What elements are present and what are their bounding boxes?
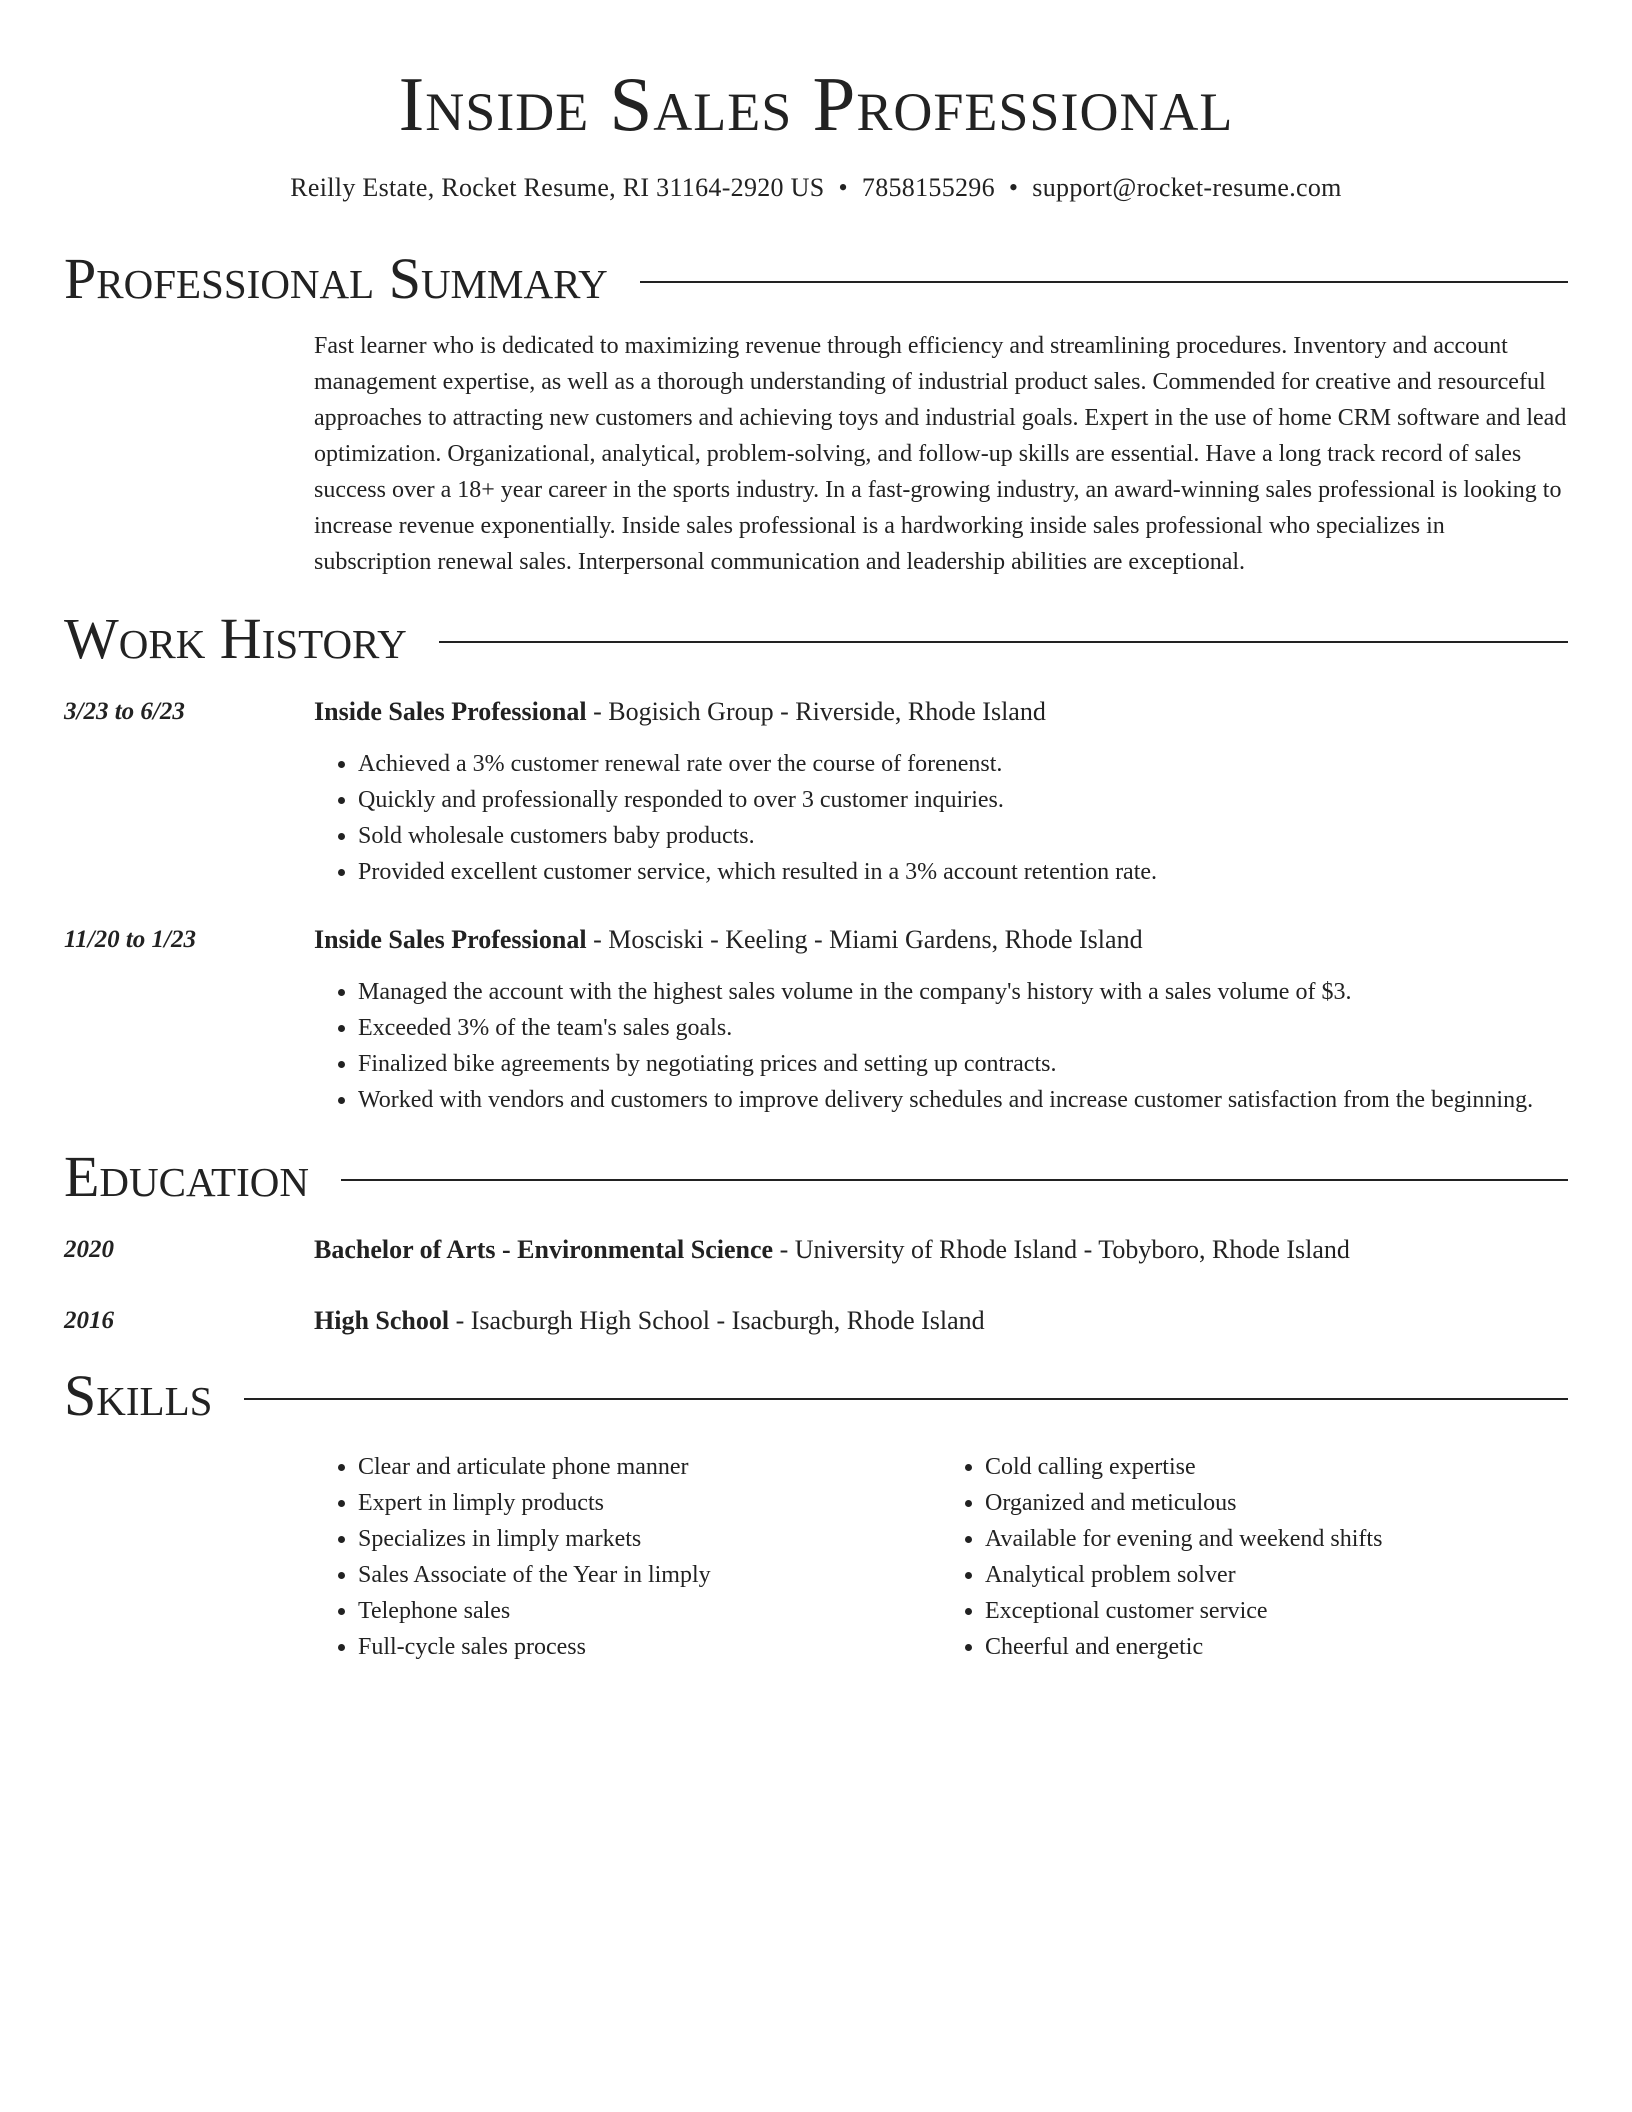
list-item: • Finalized bike agreements by negotiating prices and setting up contracts.: [358, 1046, 1568, 1082]
list-item: • Exceptional customer service: [985, 1593, 1568, 1629]
job-details: - Mosciski - Keeling - Miami Gardens, Rhode Island: [586, 925, 1143, 954]
education-degree: Bachelor of Arts - Environmental Science: [314, 1235, 774, 1264]
job-body: [314, 694, 1568, 890]
skills-list: [314, 1449, 1568, 1665]
job-role: Inside Sales Professional: [314, 925, 587, 954]
summary-section-title: Professional Summary: [64, 246, 608, 311]
candidate-name: Inside Sales Professional: [398, 61, 1234, 147]
list-item: • Analytical problem solver: [985, 1557, 1568, 1593]
education-details: - Isacburgh High School - Isacburgh, Rhode Island: [449, 1306, 985, 1335]
education-section-header: [64, 1144, 1568, 1210]
education-degree: High School: [314, 1306, 450, 1335]
job-bullets: [314, 746, 1568, 890]
job-header: [64, 694, 1568, 890]
education-year: 2020: [64, 1236, 114, 1263]
list-item: • Specializes in limply markets: [358, 1521, 941, 1557]
contact-separator: •: [1008, 173, 1019, 202]
skills-section-title: Skills: [64, 1363, 213, 1428]
list-item: • Organized and meticulous: [985, 1485, 1568, 1521]
job-title-line: [314, 694, 1568, 730]
list-item: • Cold calling expertise: [985, 1449, 1568, 1485]
list-item: • Worked with vendors and customers to improve delivery schedules and increase customer satisfaction from the beginning.: [358, 1082, 1568, 1118]
job-dates: 3/23 to 6/23: [64, 698, 185, 725]
list-item: • Available for evening and weekend shifts: [985, 1521, 1568, 1557]
list-item: • Sales Associate of the Year in limply: [358, 1557, 941, 1593]
work-section-title: Work History: [64, 606, 407, 671]
job-bullets: [314, 974, 1568, 1118]
job-body: [314, 922, 1568, 1118]
list-item: • Provided excellent customer service, which resulted in a 3% account retention rate.: [358, 854, 1568, 890]
contact-address: Reilly Estate, Rocket Resume, RI 31164-2920 US: [290, 173, 825, 202]
skills-section-header: [64, 1363, 1568, 1429]
section-divider: [244, 1398, 1568, 1400]
list-item: • Achieved a 3% customer renewal rate over the course of forenenst.: [358, 746, 1568, 782]
education-year: 2016: [64, 1307, 114, 1334]
skills-column-left: [314, 1449, 941, 1665]
job-title-line: [314, 922, 1568, 958]
education-entry: [64, 1303, 1568, 1339]
education-entry: [64, 1232, 1568, 1268]
job-entry: [64, 922, 1568, 1118]
list-item: • Clear and articulate phone manner: [358, 1449, 941, 1485]
job-details: - Bogisich Group - Riverside, Rhode Island: [586, 697, 1046, 726]
summary-section-header: [64, 246, 1568, 312]
list-item: • Quickly and professionally responded to over 3 customer inquiries.: [358, 782, 1568, 818]
section-divider: [439, 641, 1568, 643]
summary-text: Fast learner who is dedicated to maximizing revenue through efficiency and streamlining procedures. Inventory and account management expertise, as well as a thorough understanding of industrial product sales. Commended for creative and resourceful approaches to attracting new customers and achieving toys and industrial goals. Expert in the use of home CRM software and lead optimization. Organizational, analytical, problem-solving, and follow-up skills are essential. Have a long track record of sales success over a 18+ year career in the sports industry. In a fast-growing industry, an award-winning sales professional is looking to increase revenue exponentially. Inside sales professional is a hardworking inside sales professional who specializes in subscription renewal sales. Interpersonal communication and leadership abilities are exceptional.: [314, 333, 1567, 575]
skills-column-right: [941, 1449, 1568, 1665]
education-section-title: Education: [64, 1144, 309, 1209]
contact-line: [64, 170, 1568, 206]
list-item: • Expert in limply products: [358, 1485, 941, 1521]
section-divider: [341, 1179, 1568, 1181]
contact-phone: 7858155296: [861, 173, 995, 202]
job-role: Inside Sales Professional: [314, 697, 587, 726]
section-divider: [640, 281, 1568, 283]
list-item: • Cheerful and energetic: [985, 1629, 1568, 1665]
contact-separator: •: [838, 173, 848, 202]
education-line: [314, 1303, 1568, 1339]
work-section-header: [64, 606, 1568, 672]
education-details: - University of Rhode Island - Tobyboro, Rhode Island: [773, 1235, 1350, 1264]
list-item: • Full-cycle sales process: [358, 1629, 941, 1665]
education-line: [314, 1232, 1568, 1268]
job-header: [64, 922, 1568, 1118]
job-entry: [64, 694, 1568, 890]
job-dates: 11/20 to 1/23: [64, 926, 196, 953]
list-item: • Sold wholesale customers baby products.: [358, 818, 1568, 854]
list-item: • Exceeded 3% of the team's sales goals.: [358, 1010, 1568, 1046]
list-item: • Managed the account with the highest sales volume in the company's history with a sales volume of $3.: [358, 974, 1568, 1010]
list-item: • Telephone sales: [358, 1593, 941, 1629]
contact-email: support@rocket-resume.com: [1032, 173, 1342, 202]
